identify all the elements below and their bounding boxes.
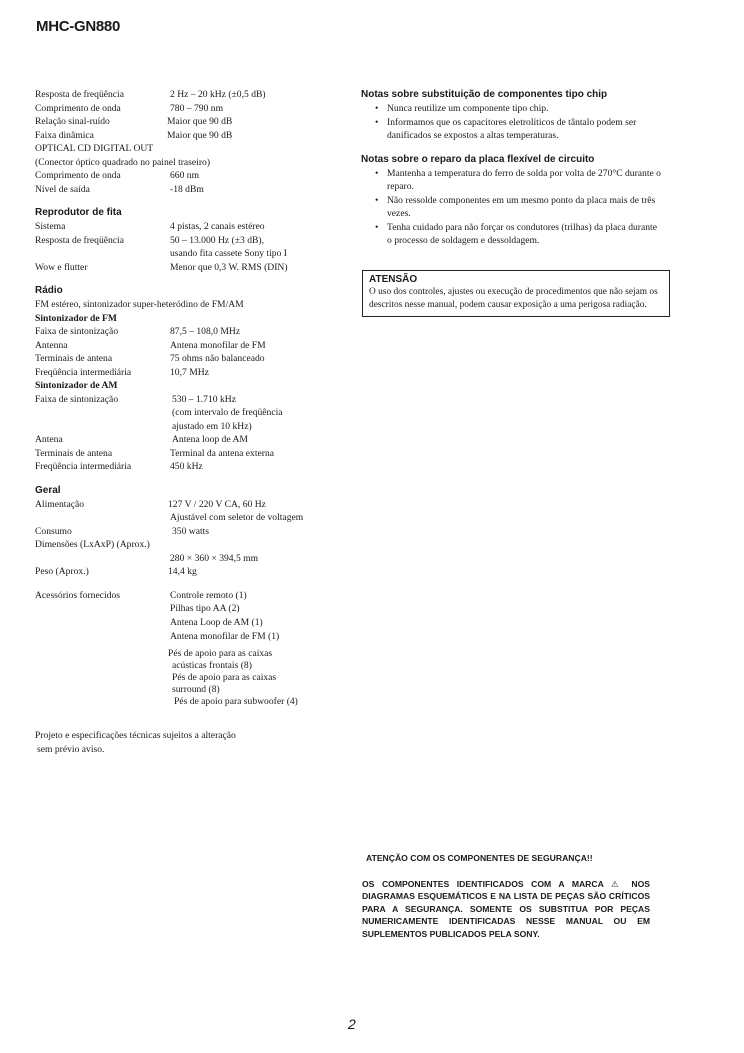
warning-title: ATENSÃO [369, 274, 418, 285]
spec-row [35, 88, 355, 102]
am-tuner-heading: Sintonizador de AM [35, 380, 118, 391]
spec-row [35, 565, 355, 579]
accessories-row [35, 630, 355, 644]
spec-value: 4 pistas, 2 canais estéreo [170, 221, 265, 232]
spec-label: Nível de saída [35, 183, 90, 195]
accessory-item: acústicas frontais (8) [172, 660, 252, 671]
fm-tuner-heading: Sintonizador de FM [35, 312, 117, 324]
spec-row [35, 183, 355, 197]
warning-box [362, 270, 670, 317]
spacer [35, 707, 355, 729]
flex-notes-heading: Notas sobre o reparo da placa flexível de circuito [361, 153, 595, 165]
spec-value: usando fita cassete Sony tipo I [170, 248, 287, 259]
accessory-item: Antena monofilar de FM (1) [170, 631, 280, 642]
spec-value: 2 Hz – 20 kHz (±0,5 dB) [170, 89, 266, 100]
accessory-item: Controle remoto (1) [170, 589, 247, 601]
note-item: • Mantenha a temperatura do ferro de solda por volta de 270°C durante o reparo. [361, 167, 661, 194]
spec-row [35, 169, 355, 183]
accessory-item: Pilhas tipo AA (2) [170, 603, 240, 614]
accessory-item: Pés de apoio para subwoofer (4) [174, 696, 298, 707]
spec-row [35, 366, 355, 380]
page-number: 2 [348, 1016, 356, 1032]
spec-label: Wow e flutter [35, 261, 88, 273]
model-title: MHC-GN880 [36, 18, 120, 35]
safety-text: OS COMPONENTES IDENTIFICADOS COM A MARCA ⚠ NOS DIAGRAMAS ESQUEMÁTICOS E NA LISTA DE PEÇAS SÃO CRÍTICOS PARA A SEGURANÇA. SOMENTE OS SUBSTITUA POR PEÇAS NUMERICAMENTE IDENTIFICADAS NESSE MANUAL OU EM SUPLEMENTOS PUBLICADOS PELA SONY. [362, 878, 650, 939]
spec-row [35, 433, 355, 447]
spec-value: Maior que 90 dB [167, 129, 233, 141]
note-item: • Tenha cuidado para não forçar os condutores (trilhas) da placa durante o processo de soldagem e dessoldagem. [361, 221, 661, 248]
section-heading-general: Geral [35, 484, 61, 496]
spec-value: Antena monofilar de FM [170, 339, 266, 351]
spec-row [35, 129, 355, 143]
spec-label: Comprimento de onda [35, 102, 121, 114]
spec-row [35, 220, 355, 234]
accessories-row [35, 659, 355, 671]
spec-label: Alimentação [35, 498, 85, 510]
spec-value: 50 – 13.000 Hz (±3 dB), [170, 234, 264, 246]
spec-row [35, 115, 355, 129]
spec-row [35, 102, 355, 116]
spec-row [35, 234, 355, 248]
spec-row [35, 538, 355, 552]
spec-value: Terminal da antena externa [170, 447, 275, 459]
spec-label: Antenna [35, 339, 68, 351]
radio-description: FM estéreo, sintonizador super-heteródino de FM/AM [35, 299, 244, 310]
accessories-label: Acessórios fornecidos [35, 589, 120, 601]
spec-value: 350 watts [172, 525, 210, 537]
spec-label: Terminais de antena [35, 447, 113, 459]
spec-label: Sistema [35, 221, 66, 232]
spec-label: Faixa de sintonização [35, 393, 119, 405]
specifications-column [35, 88, 355, 756]
spec-row [35, 460, 355, 474]
accessories-row [35, 671, 355, 683]
notes-column [361, 88, 661, 248]
spec-value: 450 kHz [170, 461, 203, 472]
spec-value: 14,4 kg [168, 566, 197, 577]
spec-value: (com intervalo de freqüência [172, 407, 283, 418]
spec-value: Menor que 0,3 W. RMS (DIN) [170, 261, 288, 273]
spec-label: Dimensões (LxAxP) (Aprox.) [35, 539, 150, 550]
spacer [361, 143, 661, 153]
spec-row [35, 511, 355, 525]
spec-label: Faixa de sintonização [35, 326, 119, 337]
spec-label: Relação sinal-ruído [35, 116, 110, 127]
spec-value: 127 V / 220 V CA, 60 Hz [168, 498, 266, 510]
spec-label: Resposta de freqüência [35, 89, 124, 100]
accessory-item: Pés de apoio para as caixas [172, 672, 277, 683]
spec-value: 780 – 790 nm [170, 102, 224, 114]
spec-value: 660 nm [170, 170, 200, 181]
spacer [35, 579, 355, 589]
spec-value: ajustado em 10 kHz) [172, 420, 252, 432]
section-heading-tape: Reprodutor de fita [35, 207, 122, 218]
accessories-row [35, 602, 355, 614]
note-item: • Nunca reutilize um componente tipo chip. [361, 102, 661, 116]
spec-value: Antena loop de AM [172, 434, 248, 445]
safety-title: ATENÇÃO COM OS COMPONENTES DE SEGURANÇA!! [366, 853, 593, 863]
accessories-row [35, 589, 355, 603]
spec-row [35, 247, 355, 261]
spec-value: Ajustável com seletor de voltagem [170, 512, 304, 523]
spec-label: Faixa dinâmica [35, 129, 94, 141]
accessories-row [35, 683, 355, 695]
spec-row [35, 339, 355, 353]
spec-value: 530 – 1.710 kHz [172, 393, 236, 405]
warning-text: O uso dos controles, ajustes ou execução de procedimentos que não sejam os descritos nesse manual, podem causar exposição a uma perigosa radiação. [369, 287, 658, 311]
spec-value: 280 × 360 × 394,5 mm [170, 552, 259, 564]
accessory-item: Pés de apoio para as caixas [168, 648, 273, 659]
spec-row [35, 420, 355, 434]
spec-row [35, 447, 355, 461]
spec-label: Terminais de antena [35, 353, 113, 364]
note-item: • Informamos que os capacitores eletrolíticos de tântalo podem ser danificados se expostos a altas temperaturas. [361, 116, 661, 143]
cd-spec-rows [35, 88, 355, 142]
spec-label: Peso (Aprox.) [35, 566, 89, 577]
spec-row [35, 352, 355, 366]
spec-row [35, 498, 355, 512]
spec-row [35, 393, 355, 407]
accessory-item: surround (8) [172, 684, 220, 695]
spec-value: 87,5 – 108,0 MHz [170, 326, 241, 337]
spec-value: Maior que 90 dB [167, 116, 233, 127]
section-heading-radio: Rádio [35, 285, 63, 296]
spec-row [35, 552, 355, 566]
accessories-row [35, 647, 355, 659]
spec-value: 75 ohms não balanceado [170, 353, 265, 364]
spec-row [35, 406, 355, 420]
note-item: • Não ressolde componentes em um mesmo ponto da placa mais de três vezes. [361, 194, 661, 221]
chip-notes-heading: Notas sobre substituição de componentes tipo chip [361, 89, 608, 100]
accessory-item: Antena Loop de AM (1) [170, 617, 263, 628]
footnote: Projeto e especificações técnicas sujeitos a alteração [35, 730, 236, 741]
spec-value: -18 dBm [170, 183, 204, 195]
spec-row [35, 325, 355, 339]
safety-notice [362, 852, 650, 941]
spec-row [35, 261, 355, 275]
spec-label: Freqüência intermediária [35, 366, 132, 378]
spec-label: Antena [35, 434, 63, 445]
spec-label: Comprimento de onda [35, 170, 121, 181]
optical-out-title: OPTICAL CD DIGITAL OUT [35, 143, 154, 154]
spec-row [35, 525, 355, 539]
spec-label: Resposta de freqüência [35, 234, 124, 246]
accessories-row [35, 616, 355, 630]
optical-out-note: (Conector óptico quadrado no painel traseiro) [35, 156, 211, 168]
spec-value: 10,7 MHz [170, 366, 209, 378]
spec-label: Freqüência intermediária [35, 461, 132, 472]
spec-label: Consumo [35, 525, 72, 537]
footnote: sem prévio aviso. [37, 743, 105, 755]
accessories-row [35, 695, 355, 707]
